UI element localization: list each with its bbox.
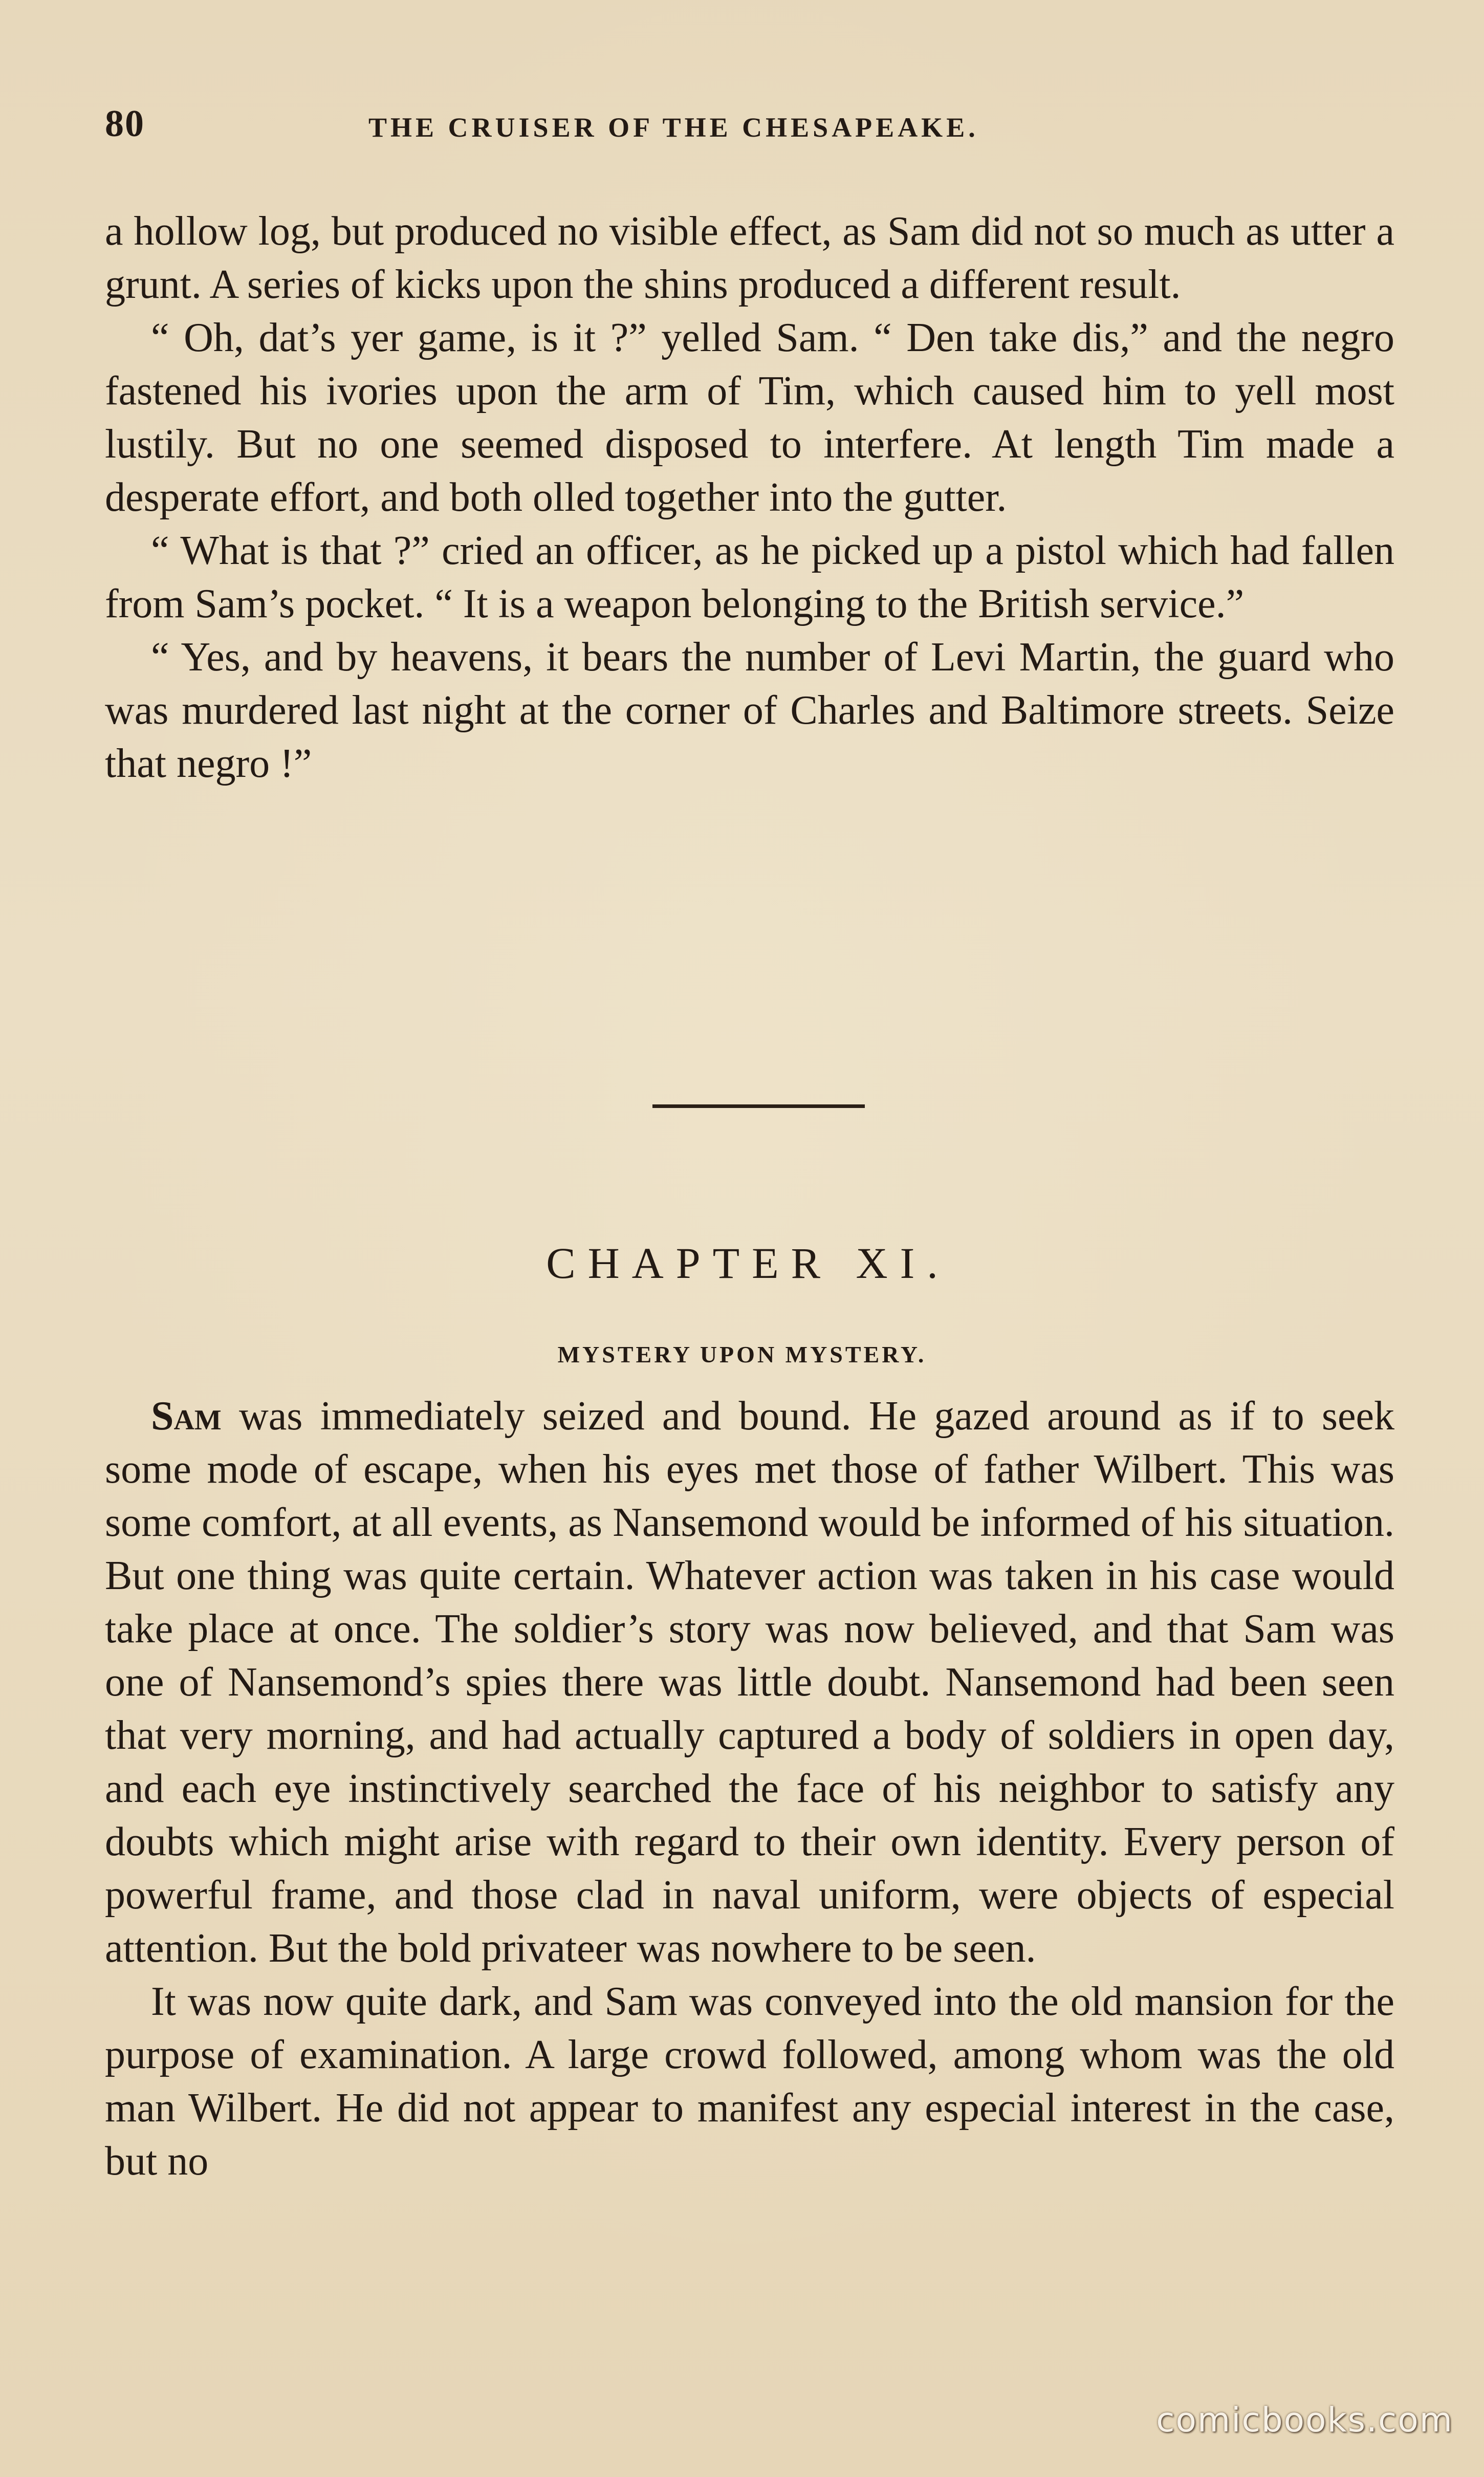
- page-number: 80: [105, 103, 145, 145]
- paragraph: a hollow log, but produced no visible effect, as Sam did not so much as utter a grunt. A series of kicks upon the shins produced a different result.: [105, 209, 1394, 307]
- running-head: [105, 102, 1384, 148]
- paragraph: It was now quite dark, and Sam was conveyed into the old mansion for the purpose of examination. A large crowd followed, among whom was the old man Wilbert. He did not appear to manifest any especial interest in the case, but no: [105, 1979, 1394, 2184]
- body-text-top: [105, 205, 1394, 790]
- section-rule: [652, 1104, 865, 1108]
- paragraph-text: was immediately seized and bound. He gazed around as if to seek some mode of escape, when his eyes met those of father Wilbert. This was some comfort, at all events, as Nansemond would be informed of his situation. But one thing was quite certain. Whatever action was taken in his case would take place at once. The soldier’s story was now believed, and that Sam was one of Nansemond’s spies there was little doubt. Nansemond had been seen that very morning, and had actually captured a body of soldiers in open day, and each eye instinctively searched the face of his neighbor to satisfy any doubts which might arise with regard to their own identity. Every person of powerful frame, and those clad in naval uniform, were objects of especial attention. But the bold privateer was nowhere to be seen.: [105, 1394, 1394, 1971]
- paragraph: “ Oh, dat’s yer game, is it ?” yelled Sam. “ Den take dis,” and the negro fastened his ivories upon the arm of Tim, which caused him to yell most lustily. But no one seemed disposed to interfere. At length Tim made a desperate effort, and both olled together into the gutter.: [105, 315, 1394, 520]
- chapter-subtitle: MYSTERY UPON MYSTERY.: [557, 1341, 927, 1367]
- paragraph: “ What is that ?” cried an officer, as he picked up a pistol which had fallen from Sam’s pocket. “ It is a weapon belonging to the British service.”: [105, 528, 1394, 626]
- paragraph: “ Yes, and by heavens, it bears the number of Levi Martin, the guard who was murdered last night at the corner of Charles and Baltimore streets. Seize that negro !”: [105, 635, 1394, 786]
- book-title: THE CRUISER OF THE CHESAPEAKE.: [368, 112, 979, 143]
- body-text-chapter: [105, 1389, 1394, 2188]
- chapter-opening-word: Sam: [151, 1394, 222, 1439]
- watermark: comicbooks.com: [1156, 2400, 1453, 2440]
- paragraph: [105, 1389, 1394, 1975]
- chapter-heading: CHAPTER XI.: [546, 1238, 950, 1288]
